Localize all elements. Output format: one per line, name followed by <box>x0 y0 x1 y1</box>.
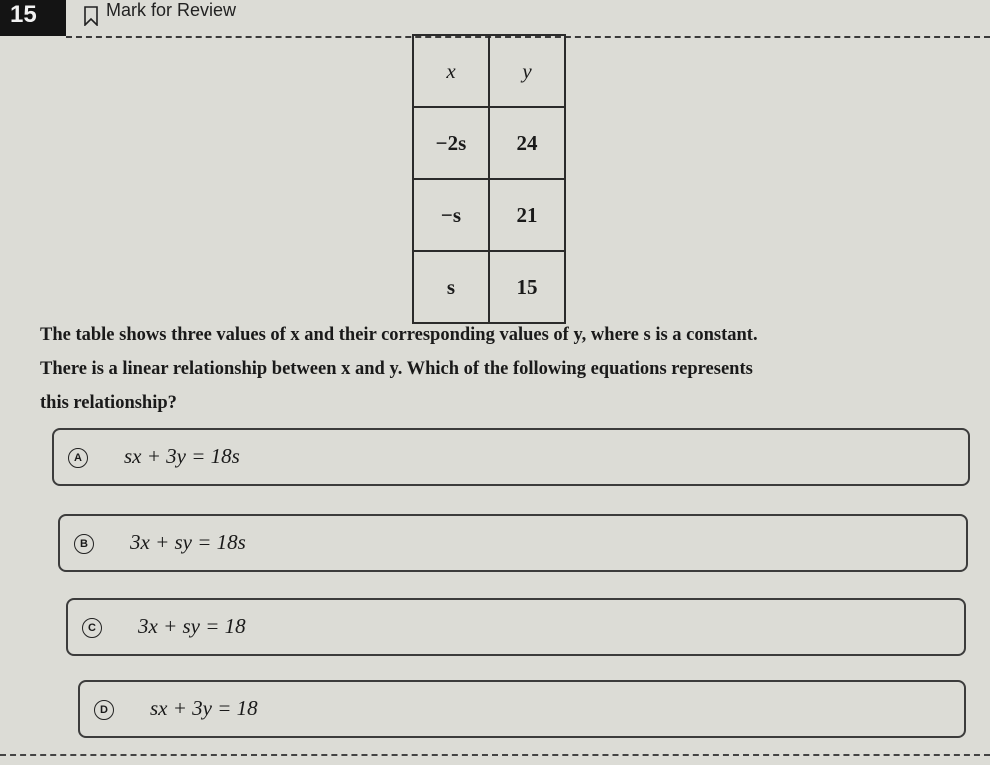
table-cell-y: 21 <box>489 179 565 251</box>
option-equation: 3x + sy = 18s <box>130 530 246 554</box>
option-letter-badge: A <box>68 448 88 468</box>
bookmark-icon[interactable] <box>84 6 98 26</box>
prompt-line: There is a linear relationship between x and y. Which of the following equations represents <box>40 359 753 379</box>
footer-divider <box>0 754 990 756</box>
answer-option-a[interactable] <box>52 428 970 486</box>
table-row <box>413 251 565 323</box>
answer-option-d[interactable] <box>78 680 966 738</box>
prompt-line: The table shows three values of x and their corresponding values of y, where s is a constant. <box>40 325 758 345</box>
option-equation: sx + 3y = 18 <box>150 696 258 720</box>
column-header-y: y <box>489 35 565 107</box>
table-header-row <box>413 35 565 107</box>
prompt-line: this relationship? <box>40 393 177 413</box>
question-number: 15 <box>0 0 66 36</box>
question-prompt <box>40 318 975 420</box>
answer-option-c[interactable] <box>66 598 966 656</box>
table-cell-x: −2s <box>413 107 489 179</box>
option-letter-badge: D <box>94 700 114 720</box>
table-row <box>413 179 565 251</box>
mark-for-review-button[interactable]: Mark for Review <box>106 0 237 20</box>
table-cell-y: 15 <box>489 251 565 323</box>
values-table <box>412 34 566 324</box>
answer-option-b[interactable] <box>58 514 968 572</box>
column-header-x: x <box>413 35 489 107</box>
option-equation: 3x + sy = 18 <box>138 614 246 638</box>
table-cell-x: −s <box>413 179 489 251</box>
option-letter-badge: B <box>74 534 94 554</box>
table-cell-y: 24 <box>489 107 565 179</box>
table-row <box>413 107 565 179</box>
table-cell-x: s <box>413 251 489 323</box>
option-letter-badge: C <box>82 618 102 638</box>
option-equation: sx + 3y = 18s <box>124 444 240 468</box>
